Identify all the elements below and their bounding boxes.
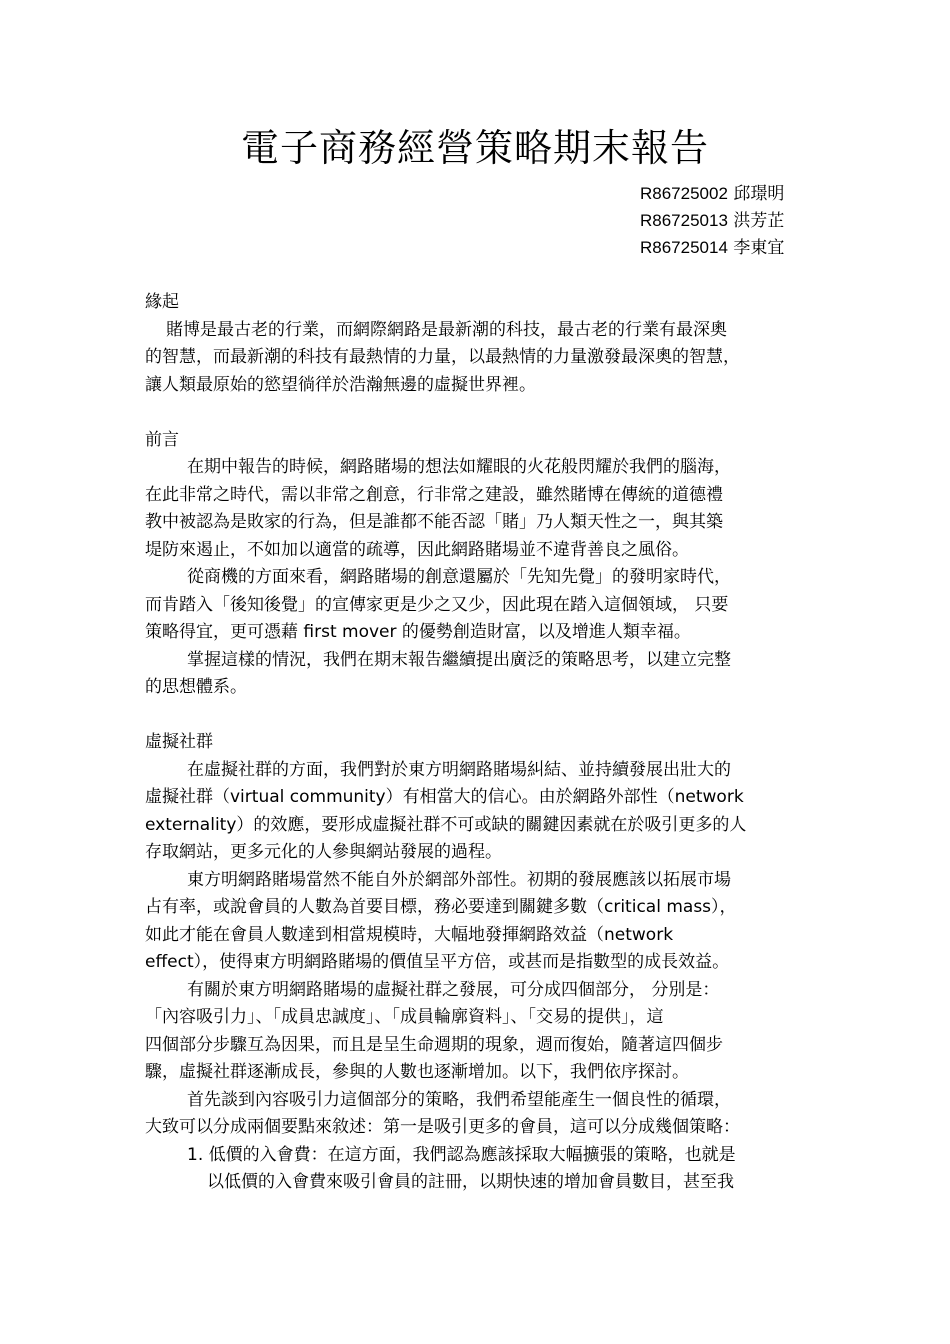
paragraph-line: 堤防來遏止，不如加以適當的疏導，因此網路賭場並不違背善良之風俗。: [145, 539, 689, 560]
paragraph-line: 讓人類最原始的慾望徜徉於浩瀚無邊的虛擬世界裡。: [145, 374, 536, 395]
paragraph-line: 驟，虛擬社群逐漸成長，參與的人數也逐漸增加。以下，我們依序探討。: [145, 1062, 689, 1082]
paragraph-line: externality）的效應，要形成虛擬社群不可或缺的關鍵因素就在於吸引更多的人: [145, 814, 747, 835]
paragraph-line: 東方明網路賭場當然不能自外於網部外部性。初期的發展應該以拓展市場: [187, 869, 731, 890]
numbered-list-item: 1. 低價的入會費：在這方面，我們認為應該採取大幅擴張的策略，也就是: [187, 1144, 736, 1165]
paragraph-line: 掌握這樣的情況，我們在期末報告繼續提出廣泛的策略思考，以建立完整: [187, 649, 731, 670]
paragraph-line: 虛擬社群（virtual community）有相當大的信心。由於網路外部性（network: [145, 787, 744, 807]
paragraph-line: 大致可以分成兩個要點來敘述：第一是吸引更多的會員，這可以分成幾個策略：: [145, 1117, 740, 1137]
author-name: 洪芳芷: [733, 211, 785, 231]
author-entry: [640, 180, 840, 207]
paragraph-line: effect），使得東方明網路賭場的價值呈平方倍，或甚而是指數型的成長效益。: [145, 952, 730, 972]
paragraph-line: 有關於東方明網路賭場的虛擬社群之發展，可分成四個部分， 分別是：: [187, 979, 720, 1000]
author-name: 邱璟明: [733, 184, 785, 204]
student-id: R86725013: [640, 211, 728, 230]
paragraph-line: 策略得宜，更可憑藉 first mover 的優勢創造財富，以及增進人類幸福。: [145, 622, 691, 642]
section-heading: 虛擬社群: [145, 732, 213, 752]
paragraph-line: 的智慧，而最新潮的科技有最熱情的力量，以最熱情的力量激發最深奧的智慧，: [145, 347, 740, 367]
paragraph-line: 從商機的方面來看，網路賭場的創意還屬於「先知先覺」的發明家時代，: [187, 567, 731, 587]
paragraph-line: 首先談到內容吸引力這個部分的策略，我們希望能產生一個良性的循環，: [187, 1089, 731, 1110]
paragraph-gap: [145, 702, 810, 730]
paragraph-line: 教中被認為是敗家的行為，但是誰都不能否認「賭」乃人類天性之一，與其築: [145, 512, 723, 532]
paragraph-line: 四個部分步驟互為因果，而且是呈生命週期的現象，週而復始，隨著這四個步: [145, 1034, 723, 1055]
author-list: [640, 180, 840, 261]
numbered-list-item-continuation: 以低價的入會費來吸引會員的註冊，以期快速的增加會員數目，甚至我: [207, 1172, 734, 1192]
student-id: R86725014: [640, 238, 728, 257]
author-name: 李東宜: [733, 238, 785, 258]
paragraph-line: 在此非常之時代，需以非常之創意，行非常之建設，雖然賭博在傳統的道德禮: [145, 484, 723, 505]
paragraph-line: 如此才能在會員人數達到相當規模時，大幅地發揮網路效益（network: [145, 924, 674, 945]
document-title: 電子商務經營策略期末報告: [240, 126, 709, 170]
paragraph-line: 賭博是最古老的行業，而網際網路是最新潮的科技，最古老的行業有最深奧: [166, 319, 727, 340]
paragraph-line: 的思想體系。: [145, 677, 247, 697]
section-heading: 前言: [145, 429, 179, 450]
paragraph-line: 而肯踏入「後知後覺」的宣傳家更是少之又少，因此現在踏入這個領域， 只要: [145, 594, 729, 615]
student-id: R86725002: [640, 184, 728, 203]
paragraph-line: 「內容吸引力」、「成員忠誠度」、「成員輪廓資料」、「交易的提供」，這: [145, 1007, 664, 1027]
paragraph-line: 在期中報告的時候，網路賭場的想法如耀眼的火花般閃耀於我們的腦海，: [187, 457, 731, 477]
document-body: [145, 289, 810, 1197]
paragraph-line: 在虛擬社群的方面，我們對於東方明網路賭場糾結、並持續發展出壯大的: [187, 759, 731, 780]
paragraph-line: 占有率，或說會員的人數為首要目標，務必要達到關鍵多數（critical mass），: [145, 897, 737, 917]
paragraph-line: 存取網站，更多元化的人參與網站發展的過程。: [145, 842, 502, 862]
section-heading: 緣起: [145, 292, 179, 312]
paragraph-gap: [145, 399, 810, 427]
author-entry: [640, 234, 840, 261]
author-entry: [640, 207, 840, 234]
